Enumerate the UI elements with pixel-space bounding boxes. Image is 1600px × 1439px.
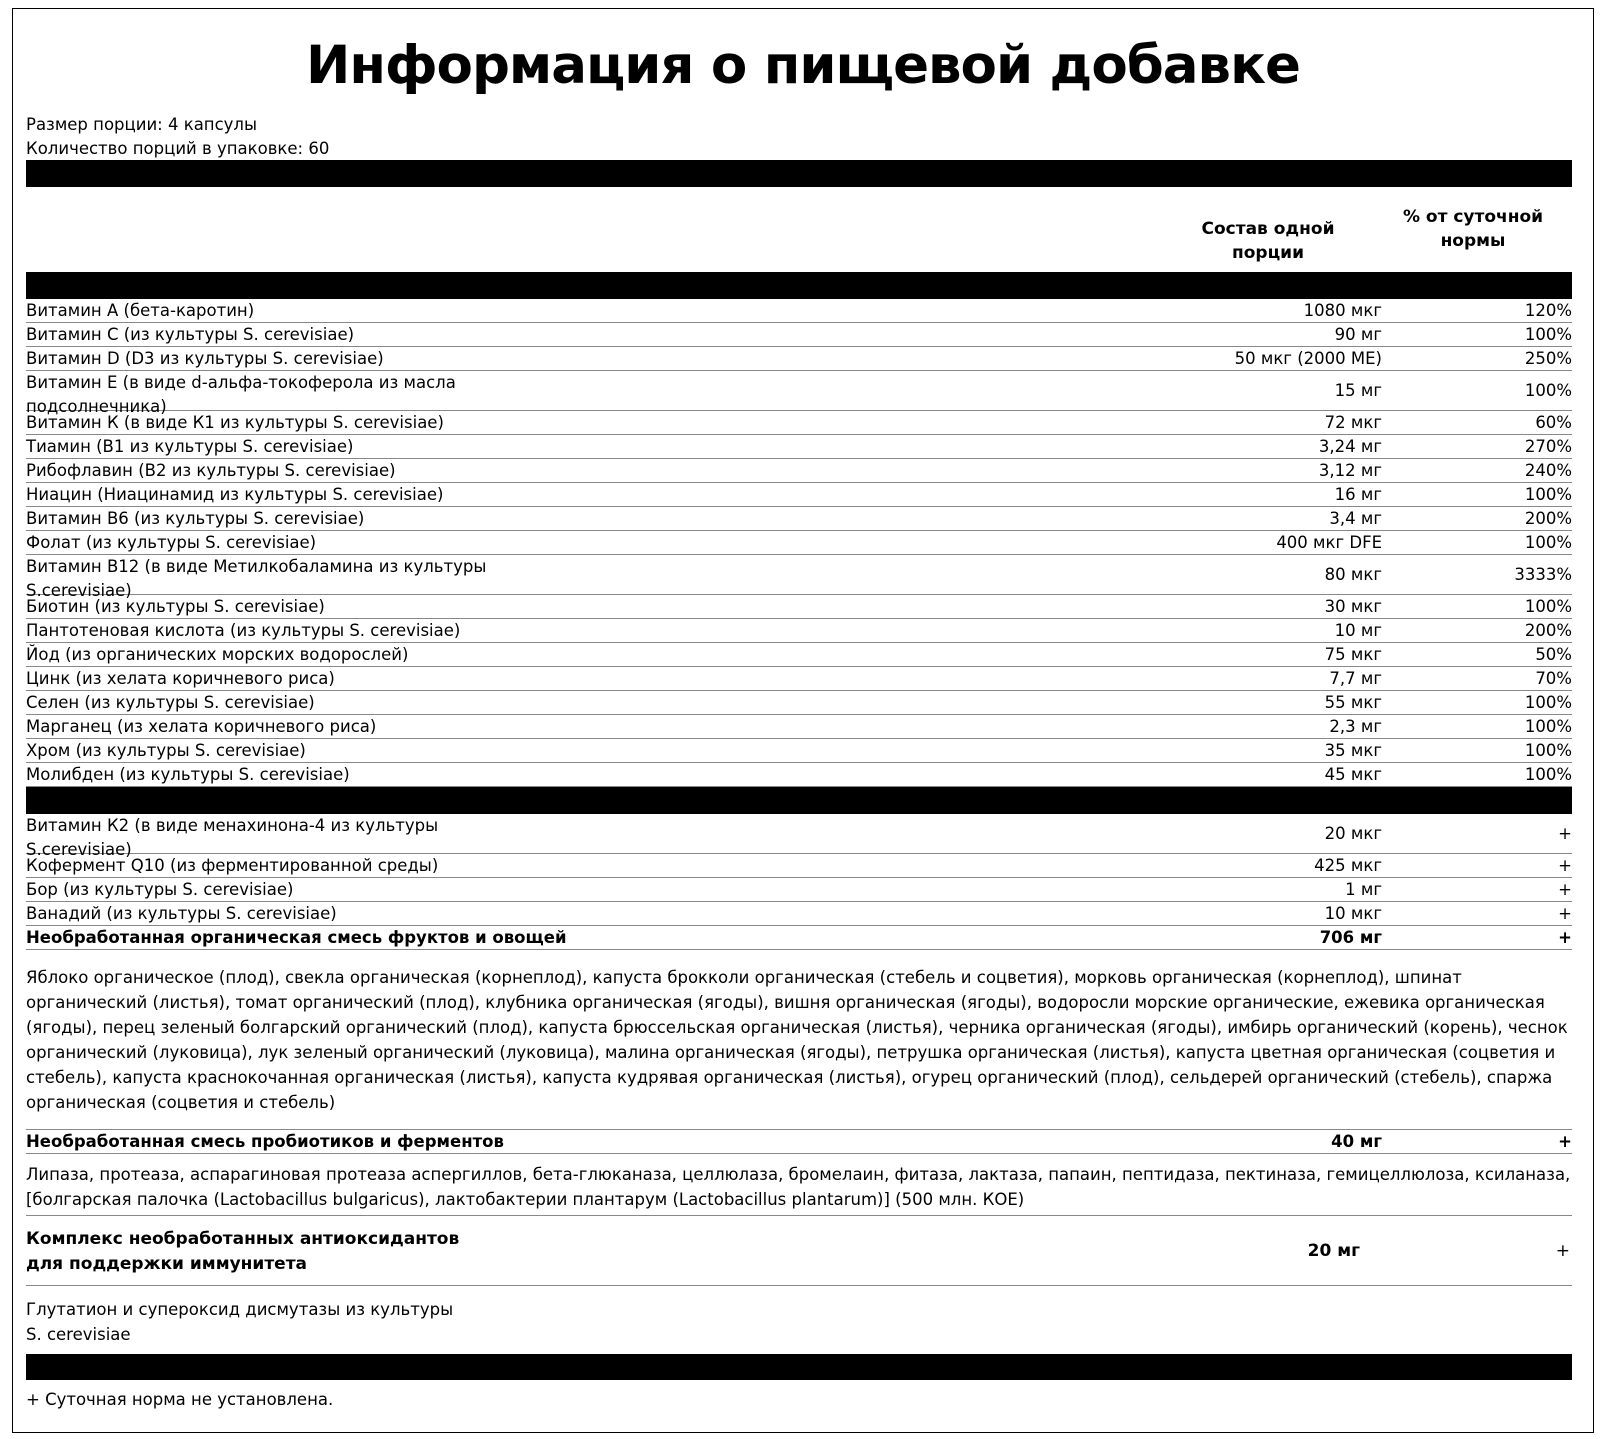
nutrient-row xyxy=(26,691,1572,715)
supplement-facts-panel xyxy=(12,8,1594,1433)
nutrient-daily-value: 100% xyxy=(1524,533,1572,552)
nutrient-amount: 72 мкг xyxy=(1324,413,1382,432)
nutrient-name: Тиамин (В1 из культуры S. cerevisiae) xyxy=(26,437,354,456)
nutrient-name: Фолат (из культуры S. cerevisiae) xyxy=(26,533,317,552)
nutrient-daily-value: 100% xyxy=(1524,381,1572,400)
nutrient-daily-value: 100% xyxy=(1524,693,1572,712)
fruit-vegetable-blend-ingredients: Яблоко органическое (плод), свекла органическая (корнеплод), капуста брокколи органическая (стебель и соцветия), морковь органическая (корнеплод), шпинат органический (листья), томат органический (плод), клубника органическая (ягоды), вишня органическая (ягоды), водоросли морские органические, ежевика органическая (ягоды), перец зеленый болгарский органический (плод), капуста брюссельская органическая (листья), черника органическая (ягоды), имбирь органический (корень), чеснок органический (луковица), лук зеленый органический (луковица), малина органическая (ягоды), петрушка органическая (листья), капуста цветная органическая (соцветия и стебель), капуста краснокочанная органическая (листья), капуста кудрявая органическая (листья), огурец органический (плод), сельдерей органический (стебель), спаржа органическая (соцветия и стебель) xyxy=(26,968,1568,1112)
nutrient-amount: 75 мкг xyxy=(1324,645,1382,664)
nutrient-amount: 1 мг xyxy=(1345,880,1382,899)
nutrient-name: Рибофлавин (В2 из культуры S. cerevisiae) xyxy=(26,461,396,480)
nutrient-name: Хром (из культуры S. cerevisiae) xyxy=(26,741,306,760)
nutrient-row xyxy=(26,763,1572,787)
nutrient-name: Витамин К2 (в виде менахинона-4 из культуры S.cerevisiae) xyxy=(26,816,439,859)
panel-title: Информация о пищевой добавке xyxy=(305,35,1301,96)
nutrient-row xyxy=(26,435,1572,459)
nutrient-name: Витамин Е (в виде d-альфа-токоферола из масла подсолнечника) xyxy=(26,373,456,416)
nutrient-name: Кофермент Q10 (из ферментированной среды) xyxy=(26,856,439,875)
nutrient-row xyxy=(26,595,1572,619)
nutrient-name: Витамин В12 (в виде Метилкобаламина из культуры S.cerevisiae) xyxy=(26,557,487,600)
nutrient-daily-value: 100% xyxy=(1524,717,1572,736)
nutrient-amount: 1080 мкг xyxy=(1303,301,1382,320)
nutrient-name: Пантотеновая кислота (из культуры S. cerevisiae) xyxy=(26,621,461,640)
nutrient-name: Селен (из культуры S. cerevisiae) xyxy=(26,693,315,712)
nutrient-row xyxy=(26,555,1572,600)
nutrient-name: Биотин (из культуры S. cerevisiae) xyxy=(26,597,325,616)
nutrient-daily-value: 200% xyxy=(1524,621,1572,640)
nutrient-daily-value: 60% xyxy=(1535,413,1572,432)
nutrient-name: Необработанная органическая смесь фруктов и овощей xyxy=(26,928,567,947)
nutrient-name: Витамин В6 (из культуры S. cerevisiae) xyxy=(26,509,365,528)
nutrient-amount: 15 мг xyxy=(1334,381,1382,400)
nutrient-row xyxy=(26,299,1572,323)
thick-divider xyxy=(26,272,1572,299)
nutrient-daily-value: 250% xyxy=(1524,349,1572,368)
nutrient-daily-value: 240% xyxy=(1524,461,1572,480)
nutrient-daily-value: 70% xyxy=(1535,669,1572,688)
nutrient-row xyxy=(26,347,1572,371)
antioxidant-complex-dv: + xyxy=(1555,1241,1570,1261)
nutrient-row xyxy=(26,411,1572,435)
nutrient-name: Витамин А (бета-каротин) xyxy=(26,301,255,320)
nutrient-amount: 16 мг xyxy=(1334,485,1382,504)
nutrient-amount: 80 мкг xyxy=(1324,565,1382,584)
nutrient-name: Молибден (из культуры S. cerevisiae) xyxy=(26,765,350,784)
probiotic-blend-ingredients: Липаза, протеаза, аспарагиновая протеаза аспергиллов, бета-глюканаза, целлюлаза, бромелаин, фитаза, лактаза, папаин, пептидаза, пектиназа, гемицеллюлоза, ксиланаза, [болгарская палочка (Lactobacillus bulgaricus), лактобактерии плантарум (Lactobacillus plantarum)] (500 млн. КОЕ) xyxy=(26,1165,1571,1209)
nutrient-name: Ванадий (из культуры S. cerevisiae) xyxy=(26,904,337,923)
nutrient-row xyxy=(26,483,1572,507)
nutrient-amount: 90 мг xyxy=(1334,325,1382,344)
thick-divider xyxy=(26,160,1572,187)
antioxidant-complex-name: Комплекс необработанных антиоксидантов для поддержки иммунитета xyxy=(26,1229,460,1274)
nutrient-daily-value: 100% xyxy=(1524,741,1572,760)
nutrient-amount: 35 мкг xyxy=(1324,741,1382,760)
nutrient-name: Йод (из органических морских водорослей) xyxy=(26,645,409,664)
nutrient-name: Ниацин (Ниацинамид из культуры S. cerevisiae) xyxy=(26,485,444,504)
probiotic-blend-row xyxy=(26,1130,1572,1154)
nutrient-row xyxy=(26,878,1572,902)
divider xyxy=(26,1285,1572,1286)
nutrient-amount: 2,3 мг xyxy=(1329,717,1382,736)
daily-value-header-line2: нормы xyxy=(1440,231,1506,251)
nutrient-name: Витамин С (из культуры S. cerevisiae) xyxy=(26,325,355,344)
nutrient-amount: 3,4 мг xyxy=(1329,509,1382,528)
nutrient-row xyxy=(26,814,1572,859)
nutrient-amount: 425 мкг xyxy=(1314,856,1382,875)
nutrient-row xyxy=(26,854,1572,878)
nutrient-daily-value: 100% xyxy=(1524,485,1572,504)
nutrient-amount: 400 мкг DFE xyxy=(1276,533,1382,552)
nutrient-name: Цинк (из хелата коричневого риса) xyxy=(26,669,335,688)
servings-per-container: Количество порций в упаковке: 60 xyxy=(26,139,330,158)
divider xyxy=(26,1215,1572,1216)
nutrient-row xyxy=(26,667,1572,691)
nutrient-daily-value: 100% xyxy=(1524,597,1572,616)
probiotic-blend-dv: + xyxy=(1558,1132,1572,1151)
nutrient-name: Витамин D (D3 из культуры S. cerevisiae) xyxy=(26,349,384,368)
probiotic-blend-name: Необработанная смесь пробиотиков и ферментов xyxy=(26,1132,504,1151)
footnote: + Суточная норма не установлена. xyxy=(26,1390,334,1409)
nutrient-amount: 10 мкг xyxy=(1324,904,1382,923)
probiotic-blend-amount: 40 мг xyxy=(1331,1132,1382,1151)
nutrient-amount: 50 мкг (2000 МЕ) xyxy=(1234,349,1382,368)
nutrient-amount: 45 мкг xyxy=(1324,765,1382,784)
nutrient-row xyxy=(26,926,1572,950)
daily-value-header xyxy=(1398,205,1548,253)
nutrient-daily-value: 120% xyxy=(1524,301,1572,320)
nutrient-daily-value: + xyxy=(1558,928,1572,947)
nutrient-name: Марганец (из хелата коричневого риса) xyxy=(26,717,377,736)
nutrient-daily-value: 100% xyxy=(1524,765,1572,784)
nutrient-daily-value: + xyxy=(1558,856,1572,875)
nutrient-amount: 706 мг xyxy=(1319,928,1382,947)
nutrient-amount: 7,7 мг xyxy=(1329,669,1382,688)
nutrient-row xyxy=(26,643,1572,667)
nutrient-row xyxy=(26,715,1572,739)
nutrient-row xyxy=(26,507,1572,531)
nutrient-row xyxy=(26,323,1572,347)
nutrient-daily-value: 270% xyxy=(1524,437,1572,456)
antioxidant-complex-amount: 20 мг xyxy=(1307,1241,1360,1261)
antioxidant-complex-ingredients: Глутатион и супероксид дисмутазы из культуры S. cerevisiae xyxy=(26,1300,454,1344)
nutrient-name: Витамин К (в виде К1 из культуры S. cerevisiae) xyxy=(26,413,444,432)
nutrient-daily-value: 200% xyxy=(1524,509,1572,528)
nutrient-amount: 10 мг xyxy=(1334,621,1382,640)
nutrient-row xyxy=(26,459,1572,483)
nutrient-row xyxy=(26,371,1572,416)
nutrient-row xyxy=(26,739,1572,763)
nutrient-daily-value: + xyxy=(1558,880,1572,899)
nutrient-row xyxy=(26,619,1572,643)
nutrient-daily-value: + xyxy=(1558,824,1572,843)
nutrient-amount: 3,12 мг xyxy=(1318,461,1382,480)
nutrient-amount: 20 мкг xyxy=(1324,824,1382,843)
nutrient-amount: 55 мкг xyxy=(1324,693,1382,712)
thick-divider xyxy=(26,787,1572,814)
nutrient-row xyxy=(26,531,1572,555)
nutrient-amount: 3,24 мг xyxy=(1318,437,1382,456)
nutrient-daily-value: 100% xyxy=(1524,325,1572,344)
nutrient-row xyxy=(26,902,1572,926)
nutrient-daily-value: + xyxy=(1558,904,1572,923)
nutrient-daily-value: 50% xyxy=(1535,645,1572,664)
thick-divider xyxy=(26,1354,1572,1380)
nutrient-amount: 30 мкг xyxy=(1324,597,1382,616)
serving-size: Размер порции: 4 капсулы xyxy=(26,115,258,134)
nutrient-daily-value: 3333% xyxy=(1514,565,1572,584)
amount-per-serving-header: Состав одной порции xyxy=(1201,219,1335,263)
daily-value-header-line1: % от суточной xyxy=(1402,207,1544,227)
nutrient-name: Бор (из культуры S. cerevisiae) xyxy=(26,880,294,899)
